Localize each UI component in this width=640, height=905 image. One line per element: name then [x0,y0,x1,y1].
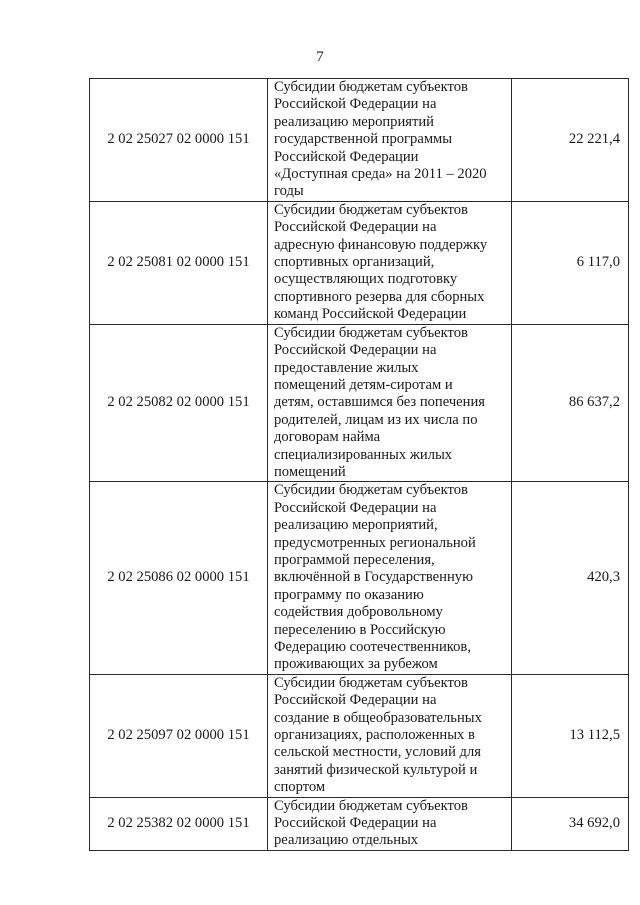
budget-table [89,78,629,851]
description-line: создание в общеобразовательных [274,709,482,726]
description-line: годы [274,183,304,200]
description-line: спортом [274,779,326,796]
description-line: реализацию мероприятий [274,113,434,130]
description-cell [268,324,512,482]
description-line: организациях, расположенных в [274,727,475,744]
table-row [90,201,629,324]
description-line: детям, оставшимся без попечения [274,394,485,411]
description-line: Российской Федерации [274,148,419,165]
amount: 13 112,5 [512,674,629,797]
description-line: Российской Федерации на [274,219,437,236]
budget-code: 2 02 25082 02 0000 151 [90,324,268,482]
description-line: договорам найма [274,429,381,446]
description-line: занятий физической культурой и [274,761,478,778]
budget-code: 2 02 25382 02 0000 151 [90,797,268,850]
description-cell [268,674,512,797]
table-row [90,674,629,797]
description-line: спортивного резерва для сборных [274,288,485,305]
description-line: сельской местности, условий для [274,744,481,761]
description-line: государственной программы [274,131,453,148]
description-line: предусмотренных региональной [274,534,476,551]
description-line: Федерацию соотечественников, [274,639,471,655]
description-line: содействия добровольному [274,604,443,621]
description-line: переселению в Российскую [274,621,446,638]
description-line: программой переселения, [274,551,435,568]
description-cell [268,797,512,850]
description-line: предоставление жилых [274,359,419,376]
budget-code: 2 02 25027 02 0000 151 [90,79,268,202]
description-line: проживающих за рубежом [274,656,438,673]
description-line: Субсидии бюджетам субъектов [274,201,468,218]
description-line: Российской Федерации на [274,96,437,113]
description-line: спортивных организаций, [274,254,435,271]
description-cell [268,79,512,202]
table-row [90,482,629,674]
description-line: Субсидии бюджетам субъектов [274,674,468,691]
description-line: Российской Федерации на [274,342,437,359]
budget-code: 2 02 25097 02 0000 151 [90,674,268,797]
page-number: 7 [316,49,324,65]
description-line: реализацию отдельных [274,832,419,849]
description-cell [268,201,512,324]
amount: 6 117,0 [512,201,629,324]
description-line: реализацию мероприятий, [274,517,438,534]
description-line: включённой в Государственную [274,569,473,586]
description-line: команд Российской Федерации [274,306,467,323]
description-line: Субсидии бюджетам субъектов [274,79,468,95]
amount: 86 637,2 [512,324,629,482]
description-line: Российской Федерации на [274,815,437,832]
table-row [90,79,629,202]
description-line: осуществляющих подготовку [274,271,458,288]
table-row [90,797,629,850]
budget-code: 2 02 25081 02 0000 151 [90,201,268,324]
description-line: помещений [274,463,346,480]
amount: 420,3 [512,482,629,674]
description-line: помещений детям-сиротам и [274,376,453,393]
table-row [90,324,629,482]
description-line: специализированных жилых [274,446,453,463]
description-line: Субсидии бюджетам субъектов [274,324,468,341]
budget-code: 2 02 25086 02 0000 151 [90,482,268,674]
description-line: Субсидии бюджетам субъектов [274,797,468,814]
description-line: «Доступная среда» на 2011 – 2020 [274,166,487,183]
description-line: Субсидии бюджетам субъектов [274,482,468,499]
description-line: Российской Федерации на [274,499,437,516]
description-cell [268,482,512,674]
description-line: Российской Федерации на [274,692,437,709]
amount: 22 221,4 [512,79,629,202]
description-line: программу по оказанию [274,586,424,603]
description-line: родителей, лицам из их числа по [274,411,478,428]
description-line: адресную финансовую поддержку [274,236,488,253]
amount: 34 692,0 [512,797,629,850]
